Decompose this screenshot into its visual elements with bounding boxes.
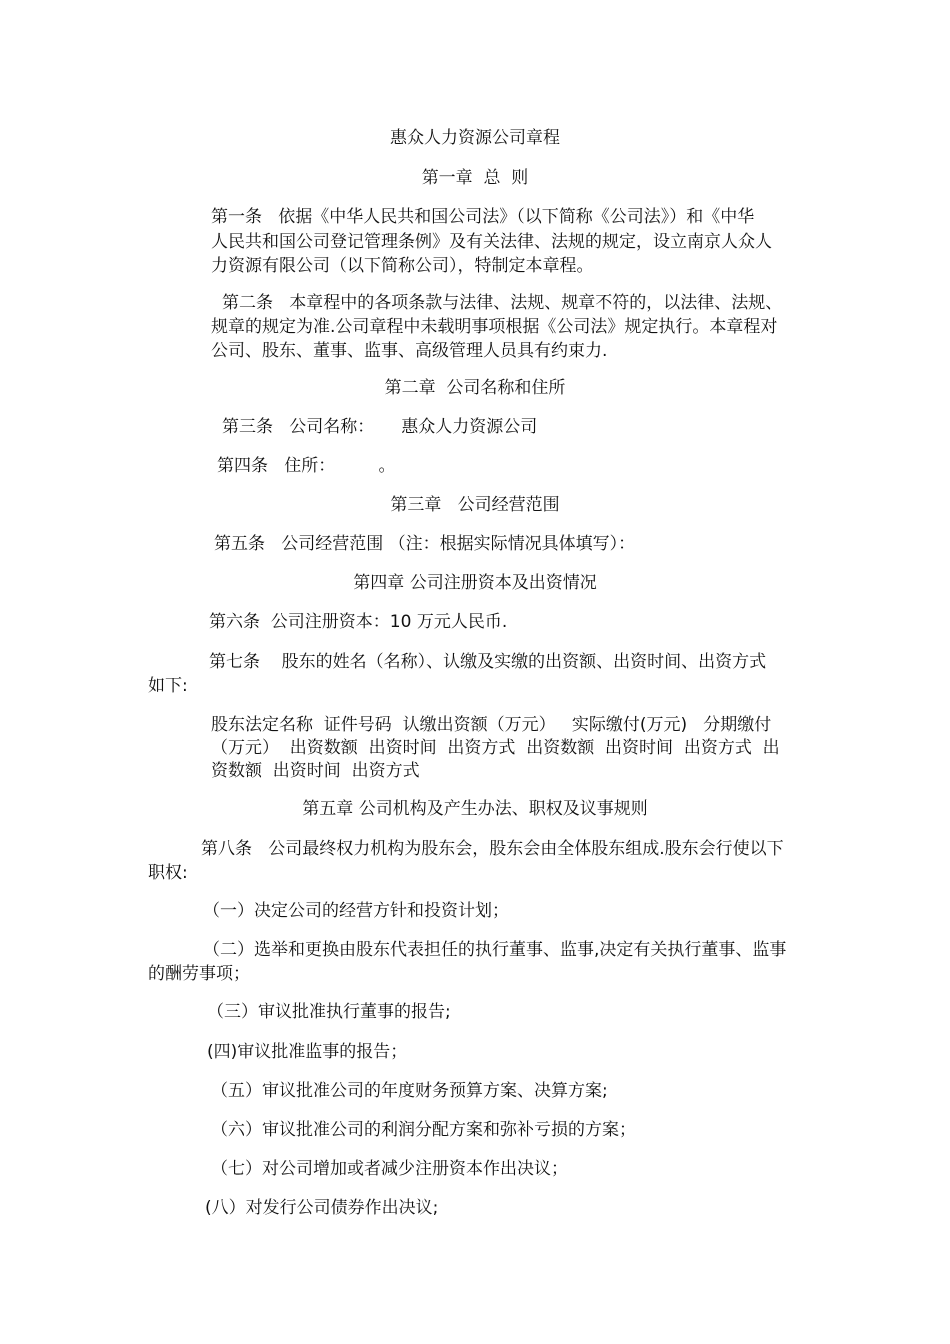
chapter-3-heading: 第三章 公司经营范围 bbox=[390, 495, 560, 515]
shareholder-table-header-line-2: （万元） 出资数额 出资时间 出资方式 出资数额 出资时间 出资方式 出 bbox=[211, 738, 780, 758]
power-item-8: (八）对发行公司债券作出决议; bbox=[205, 1198, 439, 1218]
article-8-line-1: 第八条 公司最终权力机构为股东会，股东会由全体股东组成.股东会行使以下 bbox=[201, 839, 784, 859]
article-8-line-2: 职权: bbox=[148, 863, 188, 883]
power-item-3: （三）审议批准执行董事的报告; bbox=[207, 1002, 451, 1022]
document-title: 惠众人力资源公司章程 bbox=[390, 128, 560, 148]
article-2-line-2: 规章的规定为准.公司章程中未载明事项根据《公司法》规定执行。本章程对 bbox=[211, 317, 778, 337]
chapter-1-heading: 第一章 总 则 bbox=[421, 168, 529, 188]
article-1-line-2: 人民共和国公司登记管理条例》及有关法律、法规的规定，设立南京人众人 bbox=[211, 232, 772, 252]
article-6: 第六条 公司注册资本：10 万元人民币. bbox=[209, 612, 508, 632]
article-4: 第四条 住所： 。 bbox=[217, 456, 396, 476]
article-2-line-3: 公司、股东、董事、监事、高级管理人员具有约束力. bbox=[211, 341, 608, 361]
chapter-2-heading: 第二章 公司名称和住所 bbox=[384, 378, 566, 398]
chapter-4-heading: 第四章 公司注册资本及出资情况 bbox=[353, 573, 597, 593]
power-item-5: （五）审议批准公司的年度财务预算方案、决算方案; bbox=[211, 1081, 608, 1101]
shareholder-table-header-line-1: 股东法定名称 证件号码 认缴出资额（万元） 实际缴付(万元) 分期缴付 bbox=[211, 715, 772, 735]
power-item-4: (四)审议批准监事的报告； bbox=[207, 1042, 408, 1062]
power-item-7: （七）对公司增加或者减少注册资本作出决议； bbox=[211, 1159, 568, 1179]
article-2-line-1: 第二条 本章程中的各项条款与法律、法规、规章不符的，以法律、法规、 bbox=[222, 293, 783, 313]
power-item-2-line-1: （二）选举和更换由股东代表担任的执行董事、监事,决定有关执行董事、监事 bbox=[203, 940, 787, 960]
article-7-line-1: 第七条 股东的姓名（名称）、认缴及实缴的出资额、出资时间、出资方式 bbox=[209, 652, 767, 672]
power-item-1: （一）决定公司的经营方针和投资计划； bbox=[203, 901, 509, 921]
article-3: 第三条 公司名称： 惠众人力资源公司 bbox=[222, 417, 538, 437]
shareholder-table-header-line-3: 资数额 出资时间 出资方式 bbox=[211, 761, 420, 781]
article-1-line-1: 第一条 依据《中华人民共和国公司法》（以下简称《公司法》）和《中华 bbox=[211, 207, 755, 227]
article-1-line-3: 力资源有限公司（以下简称公司），特制定本章程。 bbox=[211, 256, 594, 276]
power-item-6: （六）审议批准公司的利润分配方案和弥补亏损的方案； bbox=[211, 1120, 636, 1140]
chapter-5-heading: 第五章 公司机构及产生办法、职权及议事规则 bbox=[302, 799, 648, 819]
article-5: 第五条 公司经营范围 （注：根据实际情况具体填写）： bbox=[214, 534, 636, 554]
article-7-line-2: 如下: bbox=[148, 676, 188, 696]
power-item-2-line-2: 的酬劳事项； bbox=[148, 964, 250, 984]
